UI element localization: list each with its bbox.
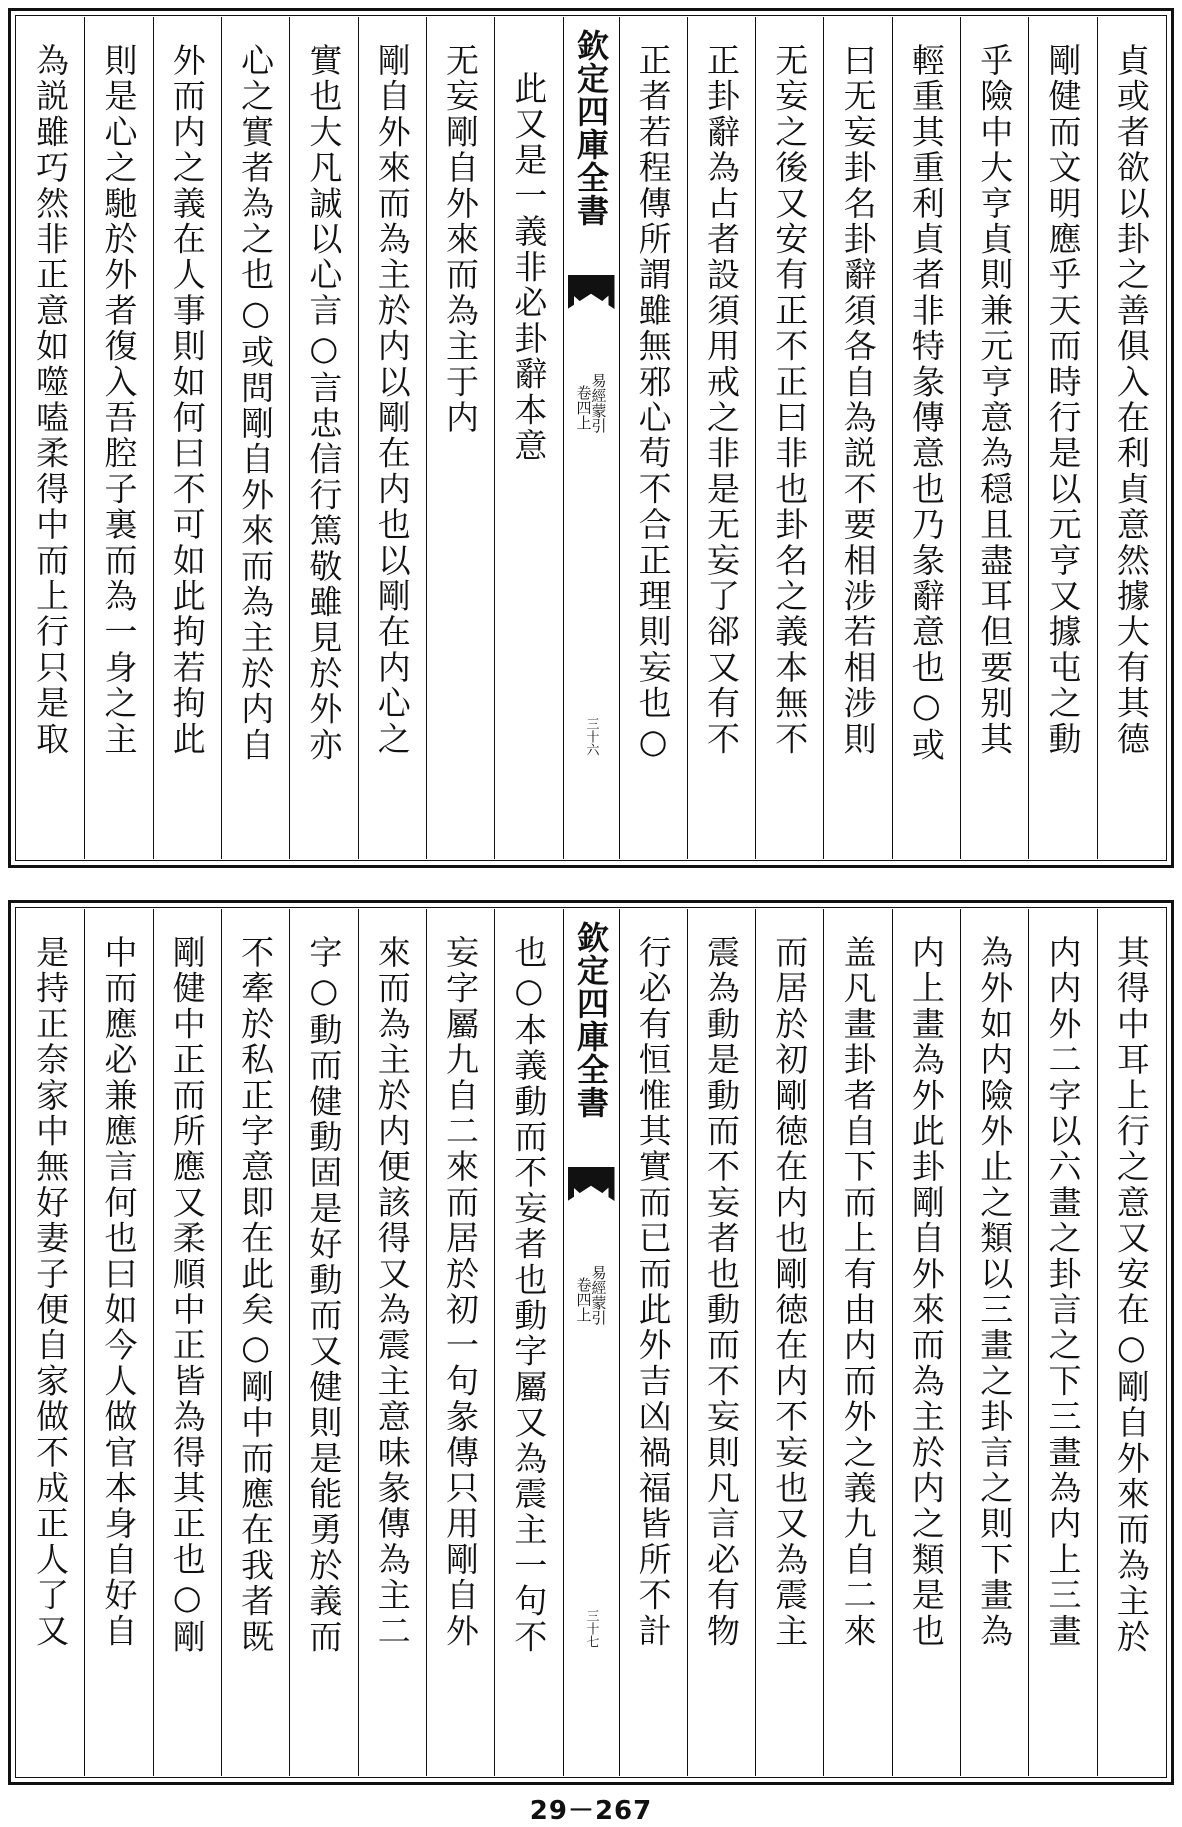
- text-column: 妄字屬九自二來而居於初一句彖傳只用剛自外: [426, 909, 494, 1776]
- text-column: 貞或者欲以卦之善俱入在利貞意然據大有其德: [1097, 17, 1165, 859]
- book-title: 易經蒙引: [589, 1265, 608, 1325]
- text-column: 則是心之馳於外者復入吾腔子裏而為一身之主: [84, 17, 152, 859]
- text-column: 此又是一義非必卦辭本意: [494, 17, 562, 859]
- text-column: 内上畫為外此卦剛自外來而為主於内之類是也: [892, 909, 960, 1776]
- text-column: 乎險中大亨貞則兼元亨意為穏且盡耳但要别其: [960, 17, 1028, 859]
- text-column: 字○動而健動固是好動而又健則是能勇於義而: [289, 909, 357, 1776]
- collection-title: 欽定四庫全書: [572, 29, 610, 227]
- page-center-margin: [563, 909, 619, 1776]
- text-column: 實也大凡誠以心言○言忠信行篤敬雖見於外亦: [289, 17, 357, 859]
- bottom-page-columns: [17, 909, 1165, 1776]
- text-column: 正卦辭為占者設須用戒之非是无妄了郤又有不: [687, 17, 755, 859]
- page-center-margin: [563, 17, 619, 859]
- text-column: 為外如内險外止之類以三畫之卦言之則下畫為: [960, 909, 1028, 1776]
- text-column: 无妄之後又安有正不正曰非也卦名之義本無不: [755, 17, 823, 859]
- text-column: 是持正奈家中無好妻子便自家做不成正人了又: [31, 935, 71, 1649]
- bottom-page: [8, 900, 1174, 1785]
- text-column: 震為動是動而不妄者也動而不妄則凡言必有物: [687, 909, 755, 1776]
- top-page-columns: [17, 17, 1165, 859]
- text-column: 來而為主於内便該得又為震主意味彖傳為主二: [358, 909, 426, 1776]
- text-column: 為説雖巧然非正意如噬嗑柔得中而上行只是取: [31, 43, 71, 757]
- text-column: 无妄剛自外來而為主于内: [426, 17, 494, 859]
- text-column: 行必有恒惟其實而已而此外吉凶禍福皆所不計: [619, 909, 687, 1776]
- folio-number: 三十七: [583, 1609, 599, 1648]
- text-column: 而居於初剛徳在内也剛徳在内不妄也又為震主: [755, 909, 823, 1776]
- text-column: 外而内之義在人事則如何曰不可如此拘若拘此: [153, 17, 221, 859]
- folio-number: 三十六: [583, 717, 599, 756]
- book-title: 易經蒙引: [589, 373, 608, 433]
- text-column: 正者若程傳所謂雖無邪心苟不合正理則妄也○: [619, 17, 687, 859]
- text-column: 剛自外來而為主於内以剛在内也以剛在内心之: [358, 17, 426, 859]
- top-page: [8, 8, 1174, 868]
- text-column: 心之實者為之也○或問剛自外來而為主於内自: [221, 17, 289, 859]
- text-column: 其得中耳上行之意又安在○剛自外來而為主於: [1097, 909, 1165, 1776]
- collection-title: 欽定四庫全書: [572, 921, 610, 1119]
- text-column: 中而應必兼應言何也曰如今人做官本身自好自: [84, 909, 152, 1776]
- text-column: 不牽於私正字意即在此矣○剛中而應在我者既: [221, 909, 289, 1776]
- text-column: 内内外二字以六畫之卦言之下三畫為内上三畫: [1028, 909, 1096, 1776]
- volume-label: 卷四上: [574, 385, 593, 430]
- text-column: 曰无妄卦名卦辭須各自為説不要相涉若相涉則: [823, 17, 891, 859]
- text-column: 剛健而文明應乎天而時行是以元亨又據屯之動: [1028, 17, 1096, 859]
- text-column: 剛健中正而所應又柔順中正皆為得其正也○剛: [153, 909, 221, 1776]
- reprint-page-number: 29－267: [529, 1796, 653, 1826]
- text-column: 也○本義動而不妄者也動字屬又為震主一句不: [494, 909, 562, 1776]
- text-column: 輕重其重利貞者非特彖傳意也乃彖辭意也○或: [892, 17, 960, 859]
- volume-label: 卷四上: [574, 1277, 593, 1322]
- text-column: 盖凡畫卦者自下而上有由内而外之義九自二來: [823, 909, 891, 1776]
